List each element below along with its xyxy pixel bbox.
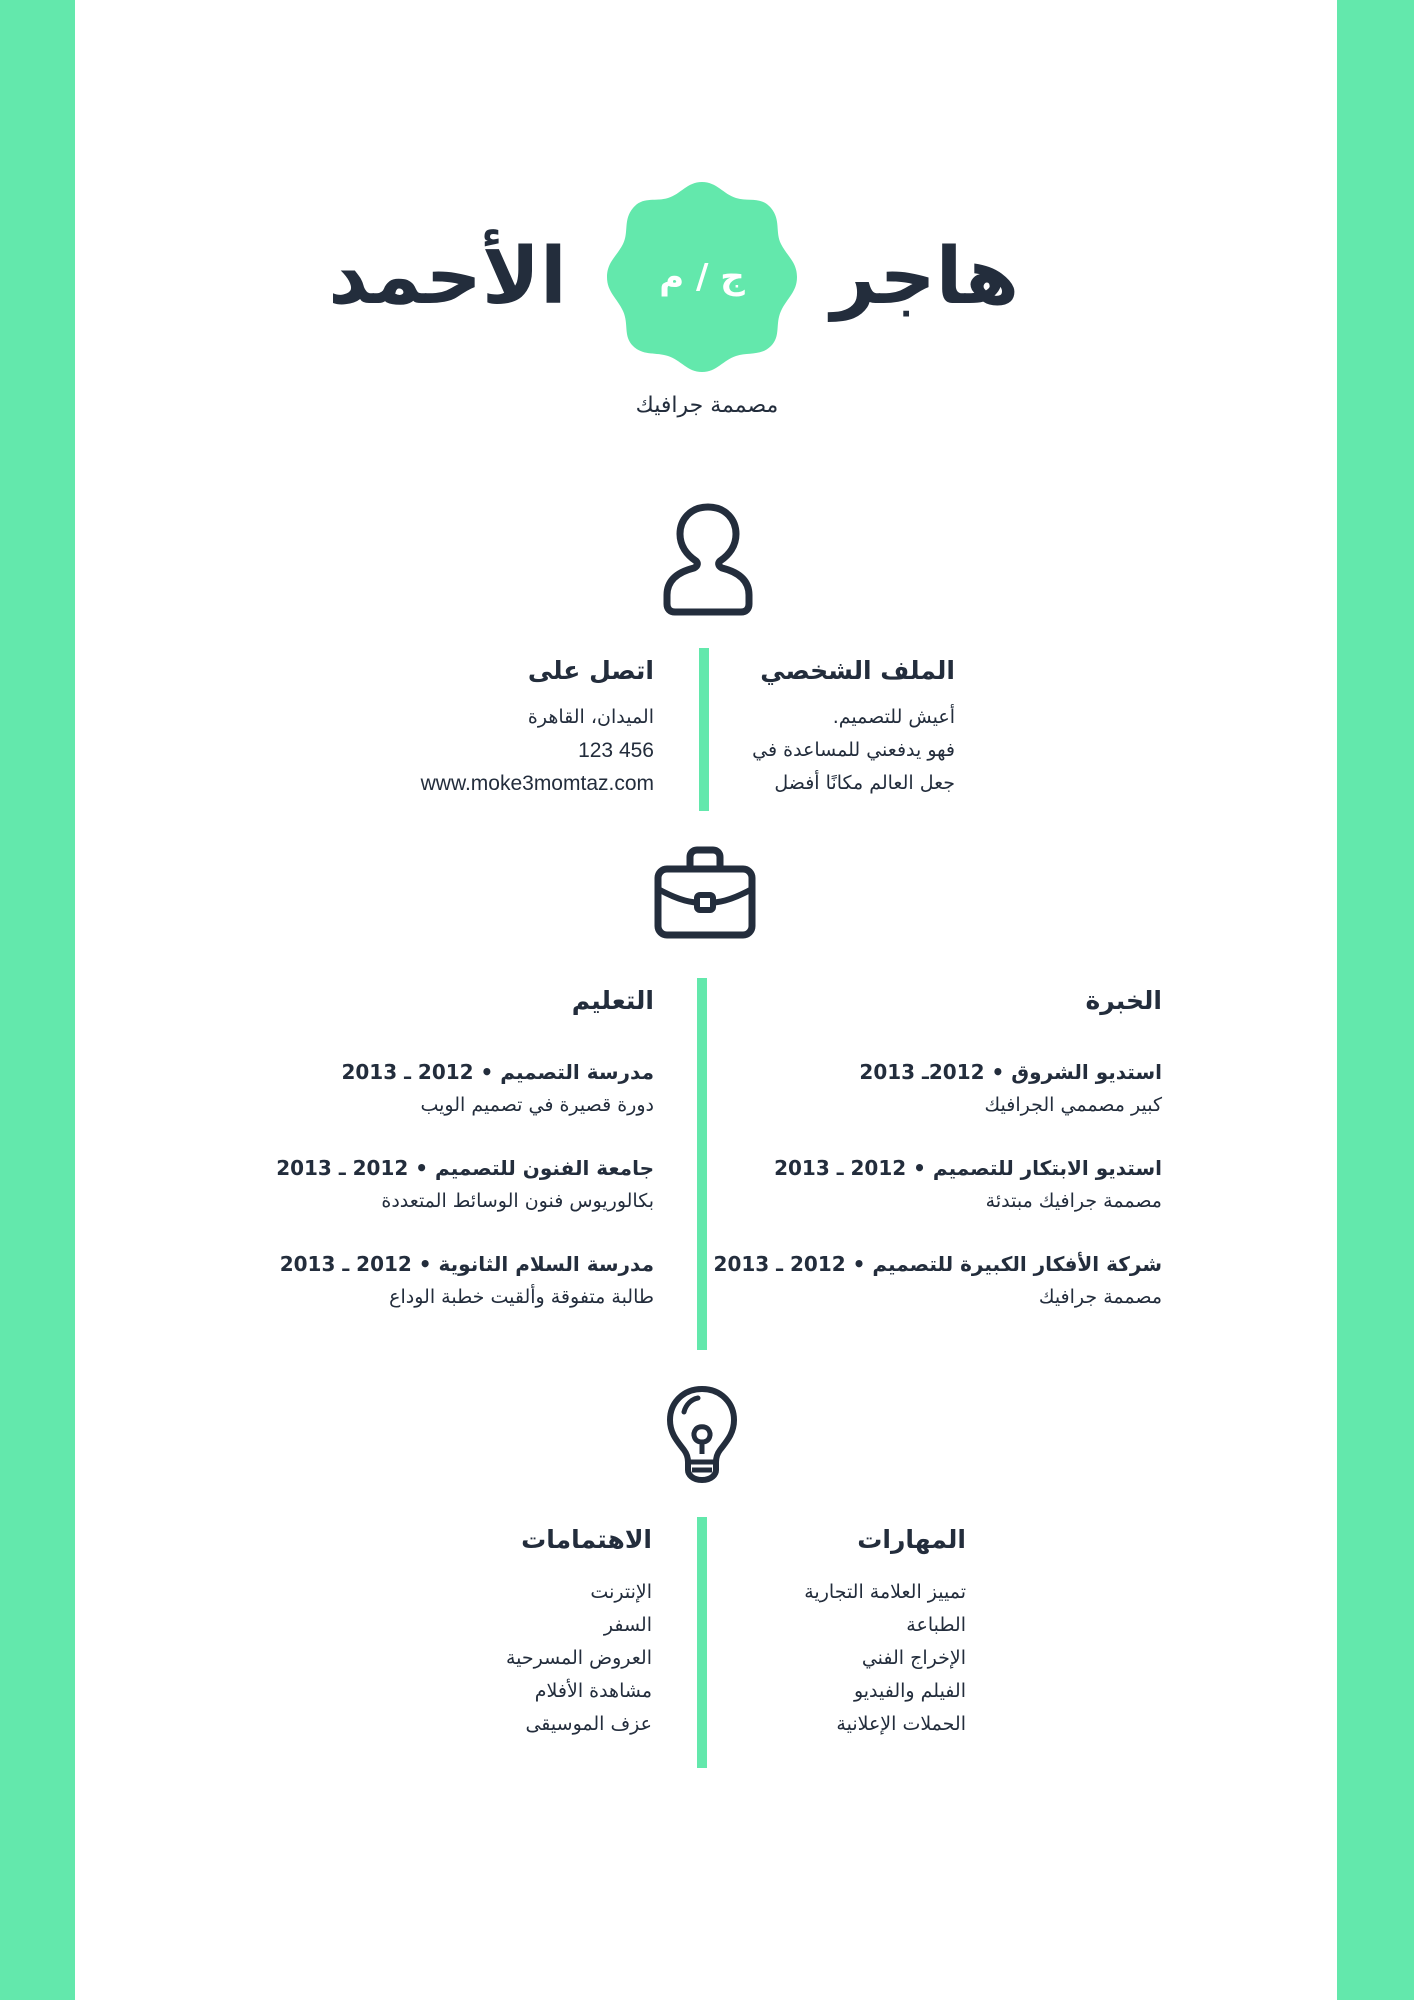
profile-text-line: جعل العالم مكانًا أفضل [774, 772, 955, 794]
profile-text-line: فهو يدفعني للمساعدة في [752, 739, 955, 761]
education-detail: دورة قصيرة في تصميم الويب [420, 1094, 654, 1116]
right-accent-band [1337, 0, 1414, 2000]
skills-heading: المهارات [857, 1525, 966, 1554]
skill-item: الحملات الإعلانية [836, 1713, 966, 1735]
profile-text-line: أعيش للتصميم. [832, 706, 955, 728]
first-name: هاجر [830, 232, 1020, 322]
profile-heading: الملف الشخصي [760, 656, 955, 685]
last-name: الأحمد [328, 232, 567, 322]
contact-heading: اتصل على [527, 656, 654, 685]
person-icon [658, 500, 758, 618]
interest-item: عزف الموسيقى [525, 1713, 652, 1735]
skill-item: الإخراج الفني [861, 1647, 966, 1669]
experience-heading: الخبرة [1085, 986, 1162, 1015]
education-item [276, 1151, 654, 1217]
contact-section [360, 653, 654, 800]
education-title: مدرسة التصميم • 2012 ـ 2013 [341, 1060, 654, 1084]
section-divider [697, 978, 707, 1350]
interest-item: مشاهدة الأفلام [534, 1680, 652, 1702]
interest-item: السفر [603, 1614, 652, 1636]
interests-heading: الاهتمامات [521, 1525, 652, 1554]
experience-item [742, 1151, 1162, 1217]
education-detail: بكالوريوس فنون الوسائط المتعددة [381, 1190, 654, 1212]
experience-item [742, 1055, 1162, 1121]
interest-item: الإنترنت [590, 1581, 652, 1603]
experience-title: استديو الابتكار للتصميم • 2012 ـ 2013 [774, 1156, 1162, 1180]
contact-website[interactable]: www.moke3momtaz.com [420, 772, 654, 795]
monogram-badge [605, 180, 799, 374]
education-title: جامعة الفنون للتصميم • 2012 ـ 2013 [276, 1156, 654, 1180]
experience-role: كبير مصممي الجرافيك [984, 1094, 1162, 1116]
lightbulb-icon [664, 1384, 740, 1486]
job-title: مصممة جرافيك [635, 393, 779, 418]
education-item [290, 1055, 654, 1121]
education-section [276, 983, 654, 1343]
experience-role: مصممة جرافيك [1038, 1286, 1162, 1308]
monogram-text: ج / م [659, 257, 745, 297]
briefcase-icon [652, 845, 758, 941]
experience-title: استديو الشروق • 2012ـ 2013 [859, 1060, 1162, 1084]
section-divider [697, 1517, 707, 1768]
skills-section [746, 1522, 966, 1741]
section-divider [699, 648, 709, 811]
interests-section [450, 1522, 652, 1741]
skill-item: الطباعة [906, 1614, 966, 1636]
contact-address: الميدان، القاهرة [527, 706, 654, 728]
contact-phone: 123 456 [578, 739, 654, 762]
education-item [279, 1247, 654, 1313]
left-accent-band [0, 0, 75, 2000]
skill-item: تمييز العلامة التجارية [804, 1581, 966, 1603]
experience-role: مصممة جرافيك مبتدئة [985, 1190, 1162, 1212]
profile-section [735, 653, 955, 800]
experience-item [713, 1247, 1162, 1313]
education-detail: طالبة متفوقة وألقيت خطبة الوداع [389, 1286, 654, 1308]
education-heading: التعليم [571, 986, 654, 1015]
experience-section [713, 983, 1162, 1343]
skill-item: الفيلم والفيديو [853, 1680, 966, 1702]
education-title: مدرسة السلام الثانوية • 2012 ـ 2013 [279, 1252, 654, 1276]
experience-title: شركة الأفكار الكبيرة للتصميم • 2012 ـ 2013 [713, 1252, 1162, 1276]
interest-item: العروض المسرحية [505, 1647, 652, 1669]
